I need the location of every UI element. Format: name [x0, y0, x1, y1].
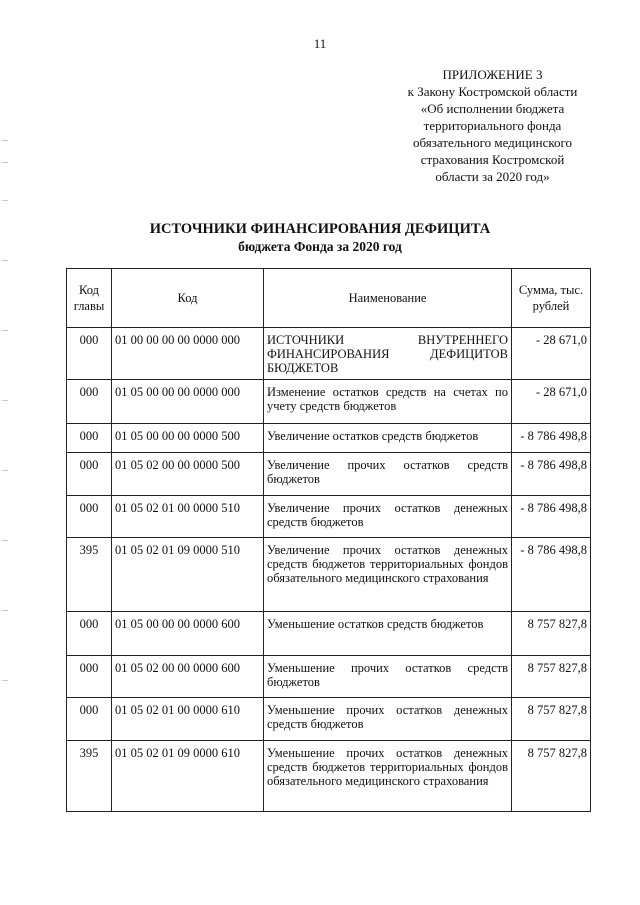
table-header-row: [67, 269, 591, 328]
row-chapter-code: 000: [67, 698, 112, 741]
appendix-line: территориального фонда: [423, 118, 562, 133]
page-number: 11: [313, 36, 327, 51]
row-sum: - 28 671,0: [512, 328, 591, 380]
row-sum: - 8 786 498,8: [512, 453, 591, 496]
scan-mark: [2, 610, 8, 611]
table-row: [67, 656, 591, 698]
row-budget-code: 01 05 00 00 00 0000 000: [112, 380, 264, 424]
row-budget-code: 01 05 02 01 09 0000 610: [112, 741, 264, 812]
appendix-line: страхования Костромской: [420, 152, 565, 167]
row-budget-code: 01 05 00 00 00 0000 600: [112, 612, 264, 656]
appendix-line: к Закону Костромской области: [407, 84, 578, 99]
row-chapter-code: 000: [67, 496, 112, 538]
row-chapter-code: 000: [67, 424, 112, 453]
scan-mark: [2, 330, 8, 331]
appendix-header: [370, 66, 615, 185]
header-code: Код: [112, 269, 264, 328]
table-row: [67, 741, 591, 812]
row-name: Уменьшение прочих остатков денежных средств бюджетов территориальных фондов обязательного медицинского страхования: [264, 741, 512, 812]
row-name: ИСТОЧНИКИ ВНУТРЕННЕГО ФИНАНСИРОВАНИЯ ДЕФИЦИТОВ БЮДЖЕТОВ: [264, 328, 512, 380]
scan-mark: [2, 162, 8, 163]
row-chapter-code: 000: [67, 656, 112, 698]
table-row: [67, 328, 591, 380]
row-chapter-code: 000: [67, 453, 112, 496]
appendix-line: ПРИЛОЖЕНИЕ 3: [442, 67, 543, 82]
row-budget-code: 01 05 02 00 00 0000 600: [112, 656, 264, 698]
row-sum: - 8 786 498,8: [512, 496, 591, 538]
appendix-line: «Об исполнении бюджета: [420, 101, 565, 116]
row-sum: - 8 786 498,8: [512, 424, 591, 453]
table-row: [67, 538, 591, 612]
document-title: ИСТОЧНИКИ ФИНАНСИРОВАНИЯ ДЕФИЦИТА: [149, 221, 491, 237]
header-chapter-code: Код главы: [67, 269, 112, 328]
row-chapter-code: 395: [67, 741, 112, 812]
scan-mark: [2, 140, 8, 141]
appendix-line: области за 2020 год»: [435, 169, 550, 184]
row-name: Уменьшение прочих остатков денежных средств бюджетов: [264, 698, 512, 741]
table-row: [67, 612, 591, 656]
financing-sources-table: [66, 268, 591, 812]
appendix-line: обязательного медицинского: [412, 135, 573, 150]
row-name: Увеличение прочих остатков средств бюджетов: [264, 453, 512, 496]
scan-mark: [2, 200, 8, 201]
header-sum: Сумма, тыс. рублей: [512, 269, 591, 328]
row-chapter-code: 395: [67, 538, 112, 612]
row-budget-code: 01 05 02 01 00 0000 510: [112, 496, 264, 538]
row-name: Увеличение прочих остатков денежных средств бюджетов: [264, 496, 512, 538]
row-name: Увеличение остатков средств бюджетов: [264, 424, 512, 453]
document-subtitle: бюджета Фонда за 2020 год: [238, 239, 402, 254]
row-sum: 8 757 827,8: [512, 612, 591, 656]
row-budget-code: 01 05 02 00 00 0000 500: [112, 453, 264, 496]
row-name: Увеличение прочих остатков денежных средств бюджетов территориальных фондов обязательного медицинского страхования: [264, 538, 512, 612]
row-budget-code: 01 05 02 01 09 0000 510: [112, 538, 264, 612]
scan-mark: [2, 680, 8, 681]
row-chapter-code: 000: [67, 328, 112, 380]
table-row: [67, 380, 591, 424]
row-budget-code: 01 00 00 00 00 0000 000: [112, 328, 264, 380]
scan-mark: [2, 400, 8, 401]
row-name: Уменьшение остатков средств бюджетов: [264, 612, 512, 656]
scan-mark: [2, 540, 8, 541]
row-sum: 8 757 827,8: [512, 656, 591, 698]
row-chapter-code: 000: [67, 380, 112, 424]
scan-mark: [2, 470, 8, 471]
table-row: [67, 453, 591, 496]
row-sum: - 8 786 498,8: [512, 538, 591, 612]
header-name: Наименование: [264, 269, 512, 328]
row-name: Изменение остатков средств на счетах по учету средств бюджетов: [264, 380, 512, 424]
row-sum: - 28 671,0: [512, 380, 591, 424]
table-row: [67, 424, 591, 453]
table-row: [67, 496, 591, 538]
row-name: Уменьшение прочих остатков средств бюджетов: [264, 656, 512, 698]
row-sum: 8 757 827,8: [512, 741, 591, 812]
scan-mark: [2, 260, 8, 261]
row-chapter-code: 000: [67, 612, 112, 656]
table-body: [67, 328, 591, 812]
row-sum: 8 757 827,8: [512, 698, 591, 741]
row-budget-code: 01 05 02 01 00 0000 610: [112, 698, 264, 741]
table-row: [67, 698, 591, 741]
row-budget-code: 01 05 00 00 00 0000 500: [112, 424, 264, 453]
